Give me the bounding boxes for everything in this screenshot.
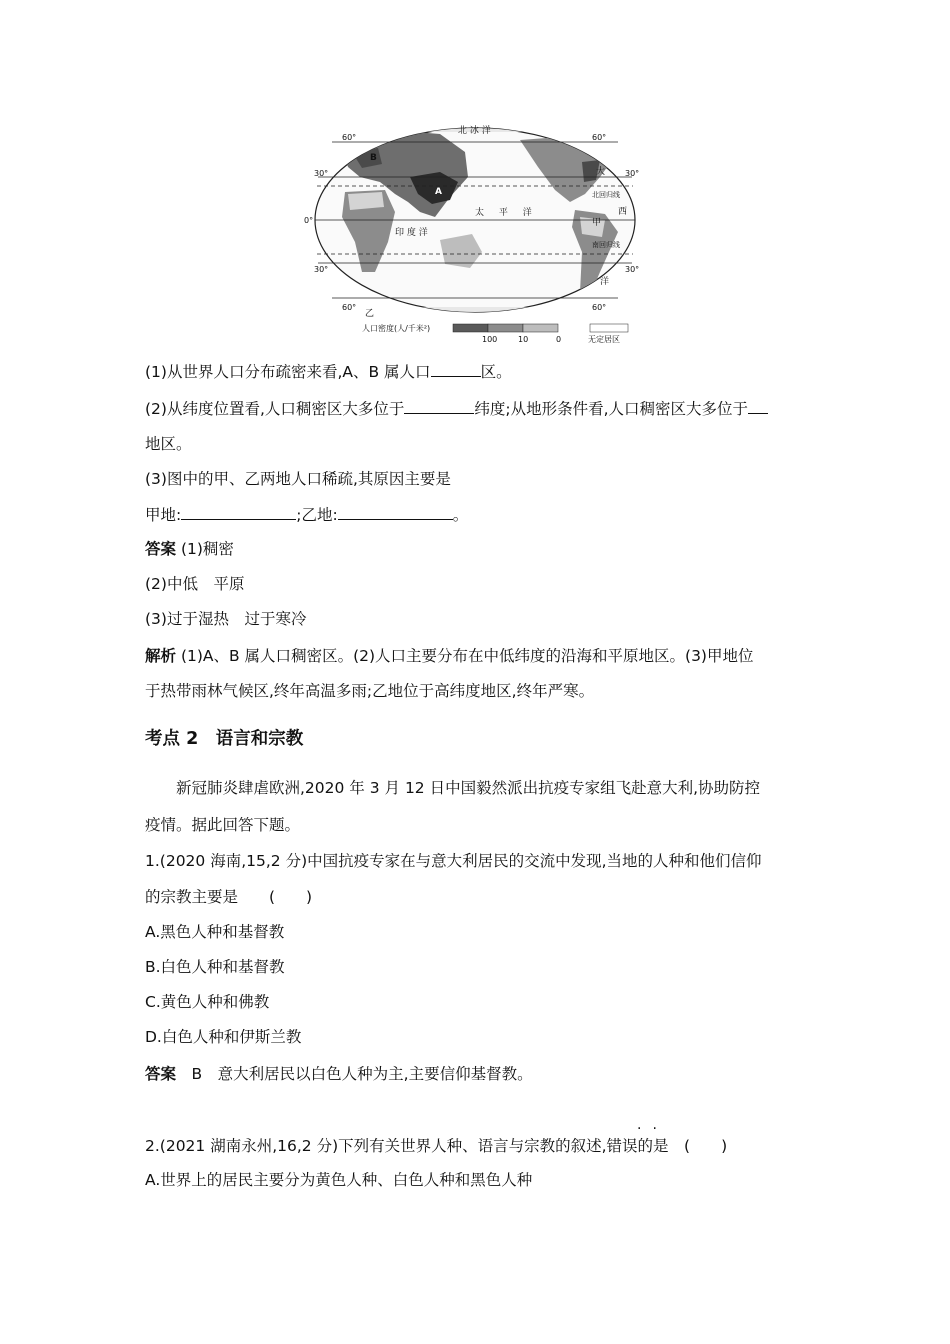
answer-1-line-3: (3)过于湿热 过于寒冷 [145,610,307,628]
analysis-text-1: (1)A、B 属人口稠密区。(2)人口主要分布在中低纬度的沿海和平原地区。(3)甲地位 [176,647,754,665]
lat-label-30s-left: 30° [314,265,329,274]
lat-label-60n-right: 60° [592,133,607,142]
label-pacific-ocean: 太 平 洋 [475,208,538,218]
legend-swatch-mid [488,324,523,332]
lat-label-60n-left: 60° [342,133,357,142]
option-mc2-a[interactable]: A.世界上的居民主要分为黄色人种、白色人种和黑色人种 [145,1171,533,1189]
label-tropic-south: 南回归线 [592,241,620,249]
lat-label-30n-left: 30° [314,169,329,178]
question-3-line [145,468,451,490]
legend-swatch-none [590,324,628,332]
option-d[interactable]: D.白色人种和伊斯兰教 [145,1028,302,1046]
label-point-a: A [435,187,442,197]
lat-label-60s-left: 60° [342,303,357,312]
answer-1-line-2: (2)中低 平原 [145,575,245,593]
question-2-line [145,397,768,420]
q1-end: 区。 [480,363,512,381]
world-population-density-map [300,122,650,344]
lat-label-0-left: 0° [304,216,314,225]
label-atlantic-2: 西 [618,207,628,217]
q3-yi-label: ;乙地: [296,506,338,524]
q3-blank-yi[interactable] [338,503,453,520]
answer-mc1-text: B 意大利居民以白色人种为主,主要信仰基督教。 [176,1065,533,1083]
lat-label-30n-right: 30° [625,169,640,178]
q2-end: 地区。 [145,435,192,453]
q3-blank-jia[interactable] [181,503,296,520]
answer-mc1 [145,1063,533,1085]
answer-mc1-label: 答案 [145,1065,177,1083]
question-3-answers [145,503,468,526]
q1-text: (1)从世界人口分布疏密来看,A、B 属人口 [145,363,431,381]
option-c[interactable]: C.黄色人种和佛教 [145,993,270,1011]
legend-title: 人口密度(人/千米²) [362,324,431,333]
analysis-line-1 [145,645,753,667]
option-b[interactable]: B.白色人种和基督教 [145,958,285,976]
question-1-line [145,360,512,383]
answer-label: 答案 [145,540,177,558]
lat-label-60s-right: 60° [592,303,607,312]
analysis-line-2: 于热带雨林气候区,终年高温多雨;乙地位于高纬度地区,终年严寒。 [145,682,595,700]
material-line-1: 新冠肺炎肆虐欧洲,2020 年 3 月 12 日中国毅然派出抗疫专家组飞赴意大利,协助防控 [176,779,761,797]
label-indian-ocean: 印 度 洋 [395,228,428,238]
q2-mid: 纬度;从地形条件看,人口稠密区大多位于 [474,400,749,418]
section-2-heading: 考点 2 语言和宗教 [145,729,304,749]
emphasis-dots: ·· [637,1121,668,1137]
legend-tick-10: 10 [518,335,529,344]
legend-tick-0: 0 [556,335,562,344]
label-atlantic-3: 洋 [600,277,610,287]
lat-label-30s-right: 30° [625,265,640,274]
option-a[interactable]: A.黑色人种和基督教 [145,923,285,941]
q2-blank-2[interactable] [748,397,768,414]
question-2-cont [145,433,192,455]
label-tropic-north: 北回归线 [592,191,620,199]
answer-1-line-1 [145,538,234,560]
legend-tick-100: 100 [482,335,498,344]
q2-blank-1[interactable] [404,397,474,414]
label-atlantic-1: 大 [596,167,606,177]
label-point-b: B [370,153,377,163]
legend-swatch-low [523,324,558,332]
question-mc1-line-2: 的宗教主要是 ( ) [145,888,313,906]
analysis-label: 解析 [145,647,177,665]
question-mc2-line-1: 2.(2021 湖南永州,16,2 分)下列有关世界人种、语言与宗教的叙述,错误的是 ( ) [145,1137,728,1155]
label-arctic-ocean: 北 冰 洋 [458,126,491,136]
legend-none-label: 无定居区 [588,335,620,344]
q3-end: 。 [452,506,469,524]
question-mc1-line-1: 1.(2020 海南,15,2 分)中国抗疫专家在与意大利居民的交流中发现,当地的人种和他们信仰 [145,852,762,870]
q2-text: (2)从纬度位置看,人口稠密区大多位于 [145,400,405,418]
label-point-yi: 乙 [365,309,375,319]
label-point-jia: 甲 [592,218,602,228]
q3-text: (3)图中的甲、乙两地人口稀疏,其原因主要是 [145,470,451,488]
q1-blank[interactable] [431,360,481,377]
material-line-2: 疫情。据此回答下题。 [145,816,301,834]
sahara-region [348,192,384,210]
legend-swatch-high [453,324,488,332]
answer-1-text: (1)稠密 [176,540,234,558]
q3-jia-label: 甲地: [145,506,182,524]
